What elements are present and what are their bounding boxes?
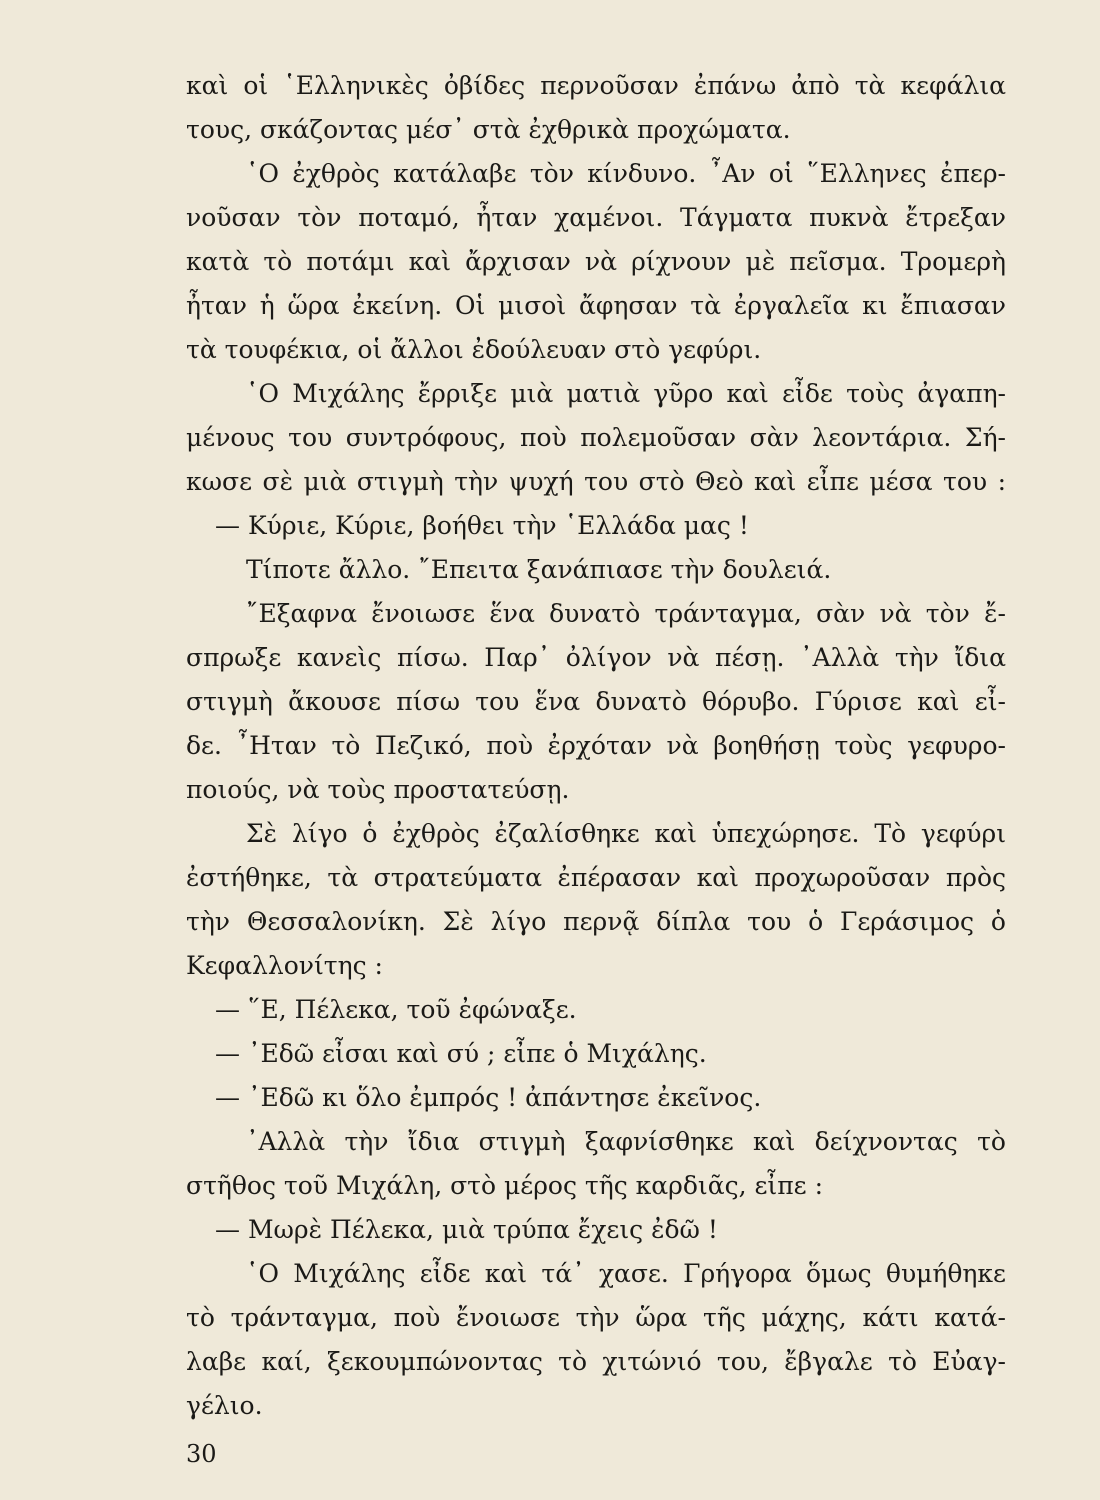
text-line: δε. ῏Ηταν τὸ Πεζικό, ποὺ ἐρχόταν νὰ βοηθήσῃ τοὺς γεφυρο-: [186, 731, 1006, 760]
text-line: κατὰ τὸ ποτάμι καὶ ἄρχισαν νὰ ρίχνουν μὲ πεῖσμα. Τρομερὴ: [186, 247, 1006, 276]
text-line: ποιούς, νὰ τοὺς προστατεύσῃ.: [186, 775, 570, 804]
text-line: τὸ τράνταγμα, ποὺ ἔνοιωσε τὴν ὥρα τῆς μάχης, κάτι κατά-: [186, 1303, 1006, 1332]
text-line: κωσε σὲ μιὰ στιγμὴ τὴν ψυχή του στὸ Θεὸ καὶ εἶπε μέσα του :: [186, 467, 1006, 496]
text-line: ῾Ο Μιχάλης εἶδε καὶ τά᾽ χασε. Γρήγορα ὅμως θυμήθηκε: [246, 1259, 1006, 1288]
dialogue-line: — Κύριε, Κύριε, βοήθει τὴν ῾Ελλάδα μας !: [215, 511, 749, 540]
text-line: ἦταν ἡ ὥρα ἐκείνη. Οἱ μισοὶ ἄφησαν τὰ ἐργαλεῖα κι ἔπιασαν: [186, 291, 1006, 320]
text-line: τους, σκάζοντας μέσ᾽ στὰ ἐχθρικὰ προχώματα.: [186, 115, 791, 144]
text-line: ἐστήθηκε, τὰ στρατεύματα ἐπέρασαν καὶ προχωροῦσαν πρὸς: [186, 863, 1006, 892]
text-line: Τίποτε ἄλλο. ῎Επειτα ξανάπιασε τὴν δουλειά.: [246, 555, 832, 584]
text-line: ῎Εξαφνα ἔνοιωσε ἕνα δυνατὸ τράνταγμα, σὰν νὰ τὸν ἔ-: [246, 599, 1006, 628]
text-line: ῾Ο ἐχθρὸς κατάλαβε τὸν κίνδυνο. ῏Αν οἱ ῞Ελληνες ἐπερ-: [246, 159, 1006, 188]
text-line: λαβε καί, ξεκουμπώνοντας τὸ χιτώνιό του, ἔβγαλε τὸ Εὐαγ-: [186, 1347, 1006, 1376]
dialogue-line: — ᾽Εδῶ εἶσαι καὶ σύ ; εἶπε ὁ Μιχάλης.: [215, 1039, 707, 1068]
text-line: στῆθος τοῦ Μιχάλη, στὸ μέρος τῆς καρδιᾶς, εἶπε :: [186, 1171, 823, 1200]
page-number: 30: [186, 1440, 217, 1468]
text-line: καὶ οἱ ῾Ελληνικὲς ὀβίδες περνοῦσαν ἐπάνω ἀπὸ τὰ κεφάλια: [186, 71, 1006, 100]
text-line: στιγμὴ ἄκουσε πίσω του ἕνα δυνατὸ θόρυβο. Γύρισε καὶ εἶ-: [186, 687, 1006, 716]
text-line: τὴν Θεσσαλονίκη. Σὲ λίγο περνᾷ δίπλα του ὁ Γεράσιμος ὁ: [186, 907, 1006, 936]
text-line: ᾽Αλλὰ τὴν ἴδια στιγμὴ ξαφνίσθηκε καὶ δείχνοντας τὸ: [246, 1127, 1006, 1156]
dialogue-line: — Μωρὲ Πέλεκα, μιὰ τρύπα ἔχεις ἐδῶ !: [215, 1215, 718, 1244]
text-line: γέλιο.: [186, 1391, 263, 1420]
text-line: μένους του συντρόφους, ποὺ πολεμοῦσαν σὰν λεοντάρια. Σή-: [186, 423, 1006, 452]
dialogue-line: — ῞Ε, Πέλεκα, τοῦ ἐφώναξε.: [215, 995, 577, 1024]
text-line: Κεφαλλονίτης :: [186, 951, 383, 980]
text-line: σπρωξε κανεὶς πίσω. Παρ᾽ ὀλίγον νὰ πέσῃ. ᾽Αλλὰ τὴν ἴδια: [186, 643, 1006, 672]
text-line: Σὲ λίγο ὁ ἐχθρὸς ἐζαλίσθηκε καὶ ὑπεχώρησε. Τὸ γεφύρι: [246, 819, 1006, 848]
text-line: ῾Ο Μιχάλης ἔρριξε μιὰ ματιὰ γῦρο καὶ εἶδε τοὺς ἀγαπη-: [246, 379, 1006, 408]
dialogue-line: — ᾽Εδῶ κι ὅλο ἐμπρός ! ἀπάντησε ἐκεῖνος.: [215, 1083, 762, 1112]
text-line: τὰ τουφέκια, οἱ ἄλλοι ἐδούλευαν στὸ γεφύρι.: [186, 335, 762, 364]
text-line: νοῦσαν τὸν ποταμό, ἦταν χαμένοι. Τάγματα πυκνὰ ἔτρεξαν: [186, 203, 1006, 232]
